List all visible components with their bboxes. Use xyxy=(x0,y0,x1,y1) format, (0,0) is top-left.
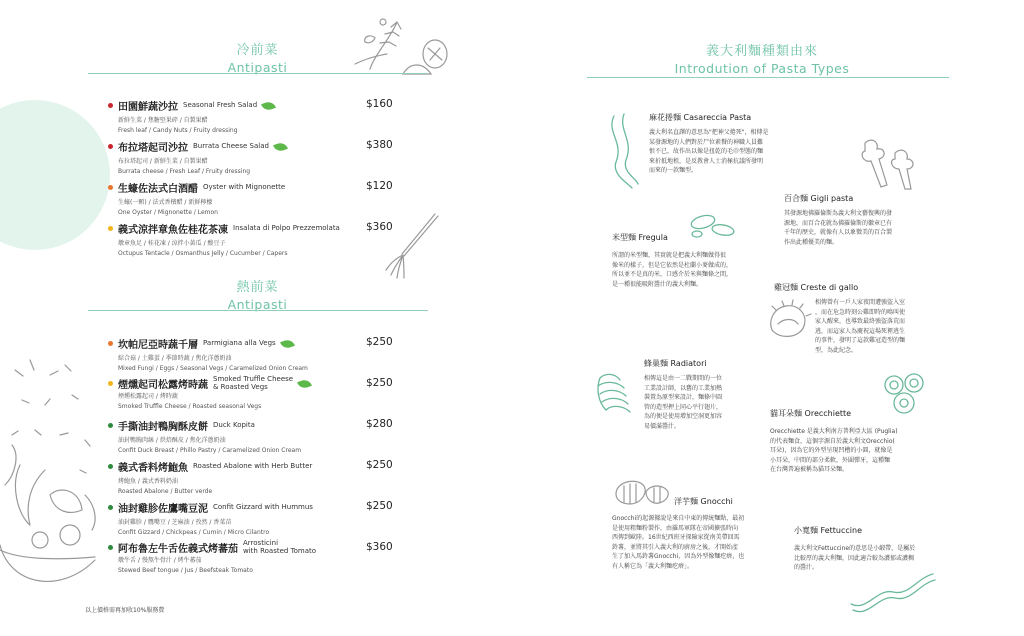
pasta-desc-line: 所謂的米型麵，其實就是把義大利麵做得很 xyxy=(612,252,727,259)
dish-ingredients-zh: 布拉塔起司 / 新鮮生菜 / 自製果醋 xyxy=(118,158,208,165)
pasta-name-en: Radiatori xyxy=(670,359,707,368)
category-dot xyxy=(108,103,113,108)
dish-ingredients-zh: 生蠔(一顆) / 法式香檳醋 / 新鮮檸檬 xyxy=(118,199,213,206)
pasta-entry-orecchiette xyxy=(770,408,940,475)
pasta-desc-line: 易價滿醬汁。 xyxy=(644,422,681,430)
category-dot xyxy=(108,381,113,386)
decorative-circle xyxy=(0,100,110,250)
category-dot xyxy=(108,423,113,428)
dish-name-zh: 布拉塔起司沙拉 xyxy=(118,143,188,154)
dish-ingredients-en: Smoked Truffle Cheese / Roasted seasonal Vegs xyxy=(118,402,262,410)
menu-item xyxy=(108,418,398,455)
dish-ingredients-en: Burrata cheese / Fresh Leaf / Fruity dressing xyxy=(118,167,251,175)
pasta-desc-line: 有人稱它為「義大利麵疙瘩」。 xyxy=(612,562,694,570)
cold-header-en: Antipasti xyxy=(227,60,288,75)
category-dot xyxy=(108,185,113,190)
dish-ingredients-en: Roasted Abalone / Butter verde xyxy=(118,487,213,495)
dish-name-zh: 生蠔佐法式白酒醋 xyxy=(118,184,198,195)
vegetarian-leaf-icon xyxy=(297,378,312,390)
pasta-name-zh: 麻花捲麵 xyxy=(649,113,681,122)
dish-ingredients-en: Confit Duck Breast / Phillo Pastry / Caramelized Onion Cream xyxy=(118,446,302,454)
pasta-name-zh: 小寬麵 xyxy=(794,526,818,535)
menu-item xyxy=(108,221,398,258)
dish-price: $250 xyxy=(366,377,393,389)
pasta-name-zh: 雞冠麵 xyxy=(774,283,798,292)
pasta-desc-line: Gnocchi的起源據說是來自中東的傳統麵點，最初 xyxy=(612,515,745,522)
pasta-name-zh: 蜂巢麵 xyxy=(644,359,668,368)
pasta-desc-line: 作出此種優美的麵。 xyxy=(784,238,839,246)
casareccia-pasta-sketch-icon xyxy=(604,112,644,192)
vegetable-bowl-sketch-icon xyxy=(0,345,105,605)
dish-name-en: Confit Gizzard with Hummus xyxy=(213,502,313,511)
dish-price: $380 xyxy=(366,139,393,151)
pasta-desc-line: 是一種很能吸附醬汁的義大利麵。 xyxy=(612,280,703,288)
pasta-desc-line: 義大利名直譯的意思為"把神父捲死"，相傳是 xyxy=(649,129,769,136)
dish-price: $120 xyxy=(366,180,393,192)
pasta-desc-line: 生了加入馬鈴薯Gnocchi，因為外型像麵疙瘩，也 xyxy=(612,553,745,561)
pasta-name-en: Gigli pasta xyxy=(810,194,854,203)
dish-name-en: Seasonal Fresh Salad xyxy=(183,100,258,109)
pasta-entry-gigli xyxy=(784,193,919,247)
menu-item xyxy=(108,540,398,575)
pasta-name-zh: 洋芋麵 xyxy=(674,497,698,506)
dish-ingredients-zh: 燉章魚足 / 桂花凍 / 涼拌小黃瓜 / 酸豆子 xyxy=(118,240,226,247)
pasta-desc-line: 恨不已，故作出以像是扭乾的毛巾型態的麵 xyxy=(649,148,764,156)
pasta-name-en: Orecchiette xyxy=(804,409,852,418)
pasta-desc-line: 而來的一款麵型。 xyxy=(649,167,698,175)
pasta-desc-line: 為的便是使用增加空洞更加容 xyxy=(644,413,723,421)
dish-name-en xyxy=(243,540,316,555)
pasta-name-en: Casareccia Pasta xyxy=(683,113,752,122)
dish-ingredients-en: Octupus Tentacle / Osmanthus Jelly / Cucumber / Capers xyxy=(118,249,288,257)
menu-item xyxy=(108,139,398,176)
dish-name-en-line1: Arrosticini xyxy=(243,539,279,548)
dish-name-zh: 油封雞胗佐鷹嘴豆泥 xyxy=(118,504,208,515)
pasta-desc-line: 在台灣普遍被稱為貓耳朵麵。 xyxy=(770,466,849,474)
dish-ingredients-zh: 烤鮑魚 / 義式香料奶油 xyxy=(118,478,178,485)
fork-sketch-icon xyxy=(382,212,442,282)
pasta-desc-line: 像米的樣子，但是它依然是杜蘭小麥做成的， xyxy=(612,261,733,269)
category-dot xyxy=(108,545,113,550)
pasta-entry-casareccia xyxy=(649,112,809,176)
dish-ingredients-zh: 油封鴨胸肉絲 / 烘焙酥皮 / 焦化洋蔥奶油 xyxy=(118,437,226,444)
dish-name-zh: 阿布魯左牛舌佐義式烤蕃茄 xyxy=(118,544,238,555)
pasta-desc-line: 家人醒來，也導致最終強盜落荒而 xyxy=(815,318,906,326)
pasta-desc-line: 的事件，發明了這款雞冠造型的麵 xyxy=(815,337,906,345)
menu-item xyxy=(108,500,398,537)
service-charge-note: 以上價格需再加收10%服務費 xyxy=(85,607,165,614)
gigli-pasta-sketch-icon xyxy=(857,133,922,193)
pasta-desc-creste-di-gallo xyxy=(815,298,935,356)
dish-ingredients-en: One Oyster / Mignonette / Lemon xyxy=(118,208,218,216)
pasta-desc-line: 相傳這是由一二戰期間的一位 xyxy=(644,375,723,382)
menu-item xyxy=(108,180,398,217)
dish-name-en: Duck Kopita xyxy=(213,420,255,429)
vegetarian-leaf-icon xyxy=(273,141,288,153)
herb-sketch-icon xyxy=(335,14,455,76)
dish-ingredients-en: Stewed Beef tongue / Jus / Beefsteak Tomato xyxy=(118,566,253,574)
fettuccine-pasta-sketch-icon xyxy=(847,568,937,613)
dish-name-en-line2: & Roasted Vegs xyxy=(213,382,268,391)
vegetarian-leaf-icon xyxy=(261,100,276,112)
pasta-name-en: Fregula xyxy=(638,233,668,242)
pasta-desc-line: ，而在危急時刻公雞即時的鳴叫使 xyxy=(815,308,906,316)
pasta-desc-line: 源地，而百合花就為佛羅倫斯的徽章已有 xyxy=(784,219,893,227)
menu-item xyxy=(108,376,398,411)
hot-header-zh: 熱前菜 xyxy=(236,280,279,295)
pasta-name-zh: 米型麵 xyxy=(612,233,636,242)
pasta-entry-radiatori xyxy=(644,358,769,432)
dish-name-zh: 手撕油封鴨胸酥皮餅 xyxy=(118,422,208,433)
pasta-desc-line: 相傳曾有一戶人家夜間遭強盜入室 xyxy=(815,299,906,306)
pasta-desc-line: 管的造型押上同心平行翅片， xyxy=(644,403,723,411)
dish-name-en: Burrata Cheese Salad xyxy=(193,141,269,150)
dish-name-en: Oyster with Mignonette xyxy=(203,182,286,191)
dish-price: $280 xyxy=(366,418,393,430)
pasta-name-en: Fettuccine xyxy=(820,526,862,535)
menu-item xyxy=(108,459,398,496)
pasta-desc-line: 義大利文Fettuccine的意思是小緞帶，是屬於 xyxy=(794,545,916,552)
pasta-desc-line: 小耳朵，中間的部分柔軟，外圍彈牙，這種麵 xyxy=(770,456,891,464)
pasta-entry-fettuccine xyxy=(794,525,939,573)
dish-name-zh: 坎帕尼亞時蔬千層 xyxy=(118,340,198,351)
pasta-name-en: Creste di gallo xyxy=(800,283,859,292)
category-dot xyxy=(108,144,113,149)
pasta-entry-creste-di-gallo xyxy=(774,282,919,293)
dish-price: $160 xyxy=(366,98,393,110)
dish-name-zh: 田園鮮蔬沙拉 xyxy=(118,102,178,113)
pasta-desc-line: 來折抵地租，是反教會人士消極抗議所發明 xyxy=(649,157,764,165)
category-dot xyxy=(108,226,113,231)
pasta-desc-line: 工業設計師，以舊的工業加熱 xyxy=(644,384,723,392)
pasta-desc-line: 是使用粗麵粉製作，由羅馬軍隊在帝國擴張時向 xyxy=(612,524,739,532)
menu-item xyxy=(108,98,398,135)
dish-ingredients-zh: 油封雞胗 / 鷹嘴豆 / 芝麻油 / 孜然 / 香菜苗 xyxy=(118,519,232,526)
pasta-desc-line: 的醬汁。 xyxy=(794,564,819,572)
category-dot xyxy=(108,505,113,510)
section-divider xyxy=(88,73,428,74)
dish-ingredients-en: Fresh leaf / Candy Nuts / Fruity dressing xyxy=(118,126,238,134)
dish-name-en-line1: Smoked Truffle Cheese xyxy=(213,375,294,384)
pasta-name-en: Gnocchi xyxy=(700,497,733,506)
dish-ingredients-en: Mixed Fungi / Eggs / Seasonal Vegs / Caramelized Onion Cream xyxy=(118,364,308,372)
category-dot xyxy=(108,341,113,346)
pasta-intro-page xyxy=(512,0,1024,636)
pasta-desc-line: 的代表麵食，這個字源自於義大利文Orecchio( xyxy=(770,437,895,445)
pasta-header-zh: 義大利麵種類由來 xyxy=(705,44,818,59)
hot-header-en: Antipasti xyxy=(227,297,288,312)
pasta-name-zh: 百合麵 xyxy=(784,194,808,203)
pasta-desc-line: 耳朵)，因為它的外型呈現凹槽的小圓，就像是 xyxy=(770,447,893,455)
gnocchi-pasta-sketch-icon xyxy=(612,472,672,512)
pasta-name-zh: 貓耳朵麵 xyxy=(770,409,802,418)
pasta-intro-header xyxy=(672,40,852,76)
vegetarian-leaf-icon xyxy=(280,338,295,350)
dish-ingredients-en: Confit Gizzard / Chickpeas / Cumin / Micro Cilantro xyxy=(118,528,270,536)
creste-di-gallo-sketch-icon xyxy=(764,300,812,345)
dish-ingredients-zh: 煙燻松露起司 / 烤時蔬 xyxy=(118,393,178,400)
section-divider xyxy=(88,310,428,311)
dish-name-zh: 義式香料烤鮑魚 xyxy=(118,463,188,474)
pasta-entry-fregula xyxy=(612,232,772,289)
dish-price: $250 xyxy=(366,336,393,348)
cold-appetizer-header xyxy=(200,39,315,75)
pasta-desc-line: 比較厚的義大利麵，因此適合較為濃郁或濃稠 xyxy=(794,554,915,562)
radiatori-pasta-sketch-icon xyxy=(594,368,639,418)
section-divider xyxy=(587,77,949,78)
pasta-desc-line: 千年的歷史，就像有人以象徵美的百合製 xyxy=(784,229,893,237)
pasta-desc-line: 西傳到歐陸。16世紀西班牙探險家從南美帶回馬 xyxy=(612,534,740,542)
dish-name-en: Insalata di Polpo Prezzemolata xyxy=(233,223,340,232)
dish-name-en: Parmigiana alla Vegs xyxy=(203,338,276,347)
dish-name-zh: 義式涼拌章魚佐桂花茶凍 xyxy=(118,225,228,236)
dish-price: $360 xyxy=(366,221,393,233)
dish-price: $250 xyxy=(366,500,393,512)
dish-ingredients-zh: 燉牛舌 / 慢熬牛骨汁 / 烤牛蕃茄 xyxy=(118,557,202,564)
dish-price: $360 xyxy=(366,541,393,553)
dish-ingredients-zh: 綜合菇 / 土雞蛋 / 季節時蔬 / 焦化洋蔥奶油 xyxy=(118,355,232,362)
pasta-desc-line: 逃，而這家人為慶祝這場死裡逃生 xyxy=(815,327,906,335)
dish-name-en-line2: with Roasted Tomato xyxy=(243,546,317,555)
pasta-desc-line: 某發源地的人們對於尸位素餐的神職人員難 xyxy=(649,138,764,146)
menu-item xyxy=(108,336,398,373)
pasta-header-en: Introdution of Pasta Types xyxy=(674,61,850,76)
dish-ingredients-zh: 新鮮生菜 / 焦糖堅果碎 / 自製果醋 xyxy=(118,117,208,124)
dish-name-zh: 煙燻起司松露烤時蔬 xyxy=(118,380,208,391)
hot-appetizer-header xyxy=(200,276,315,312)
pasta-desc-line: 所以並不是真的米，口感介於米與麵條之間， xyxy=(612,271,733,279)
pasta-title-gnocchi xyxy=(674,496,754,507)
pasta-desc-line: 其發源地佛羅倫斯為義大利文藝復興的發 xyxy=(784,210,893,217)
dish-price: $250 xyxy=(366,459,393,471)
pasta-entry-gnocchi xyxy=(612,514,782,572)
pasta-desc-line: 型，為此紀念。 xyxy=(815,346,858,354)
pasta-desc-line: Orecchiette 是義大利南方普利亞大區 (Puglia) xyxy=(770,428,898,435)
pasta-desc-line: 裝置為原型來設計，麵條中圓 xyxy=(644,394,723,402)
category-dot xyxy=(108,464,113,469)
pasta-desc-line: 鈴薯，並將其引入義大利的廚房之後，才開始產 xyxy=(612,543,739,551)
dish-name-en: Roasted Abalone with Herb Butter xyxy=(193,461,313,470)
cold-header-zh: 冷前菜 xyxy=(236,43,279,58)
dish-name-en xyxy=(213,376,293,391)
